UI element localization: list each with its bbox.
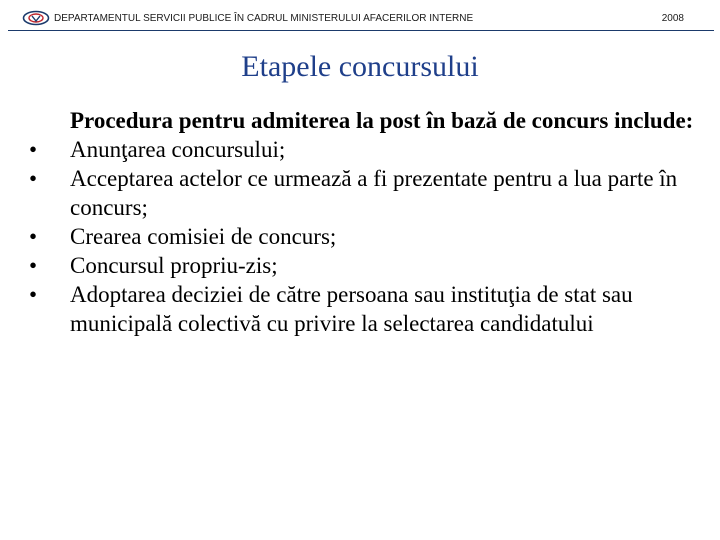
bullet-icon: • <box>29 224 38 249</box>
department-name: DEPARTAMENTUL SERVICII PUBLICE ÎN CADRUL MINISTERULUI AFACERILOR INTERNE <box>54 13 474 24</box>
bullet-item <box>24 164 704 222</box>
header-year: 2008 <box>661 13 684 24</box>
bullet-icon: • <box>29 137 38 162</box>
bullet-icon: • <box>29 253 38 278</box>
bullet-text: Acceptarea actelor ce urmează a fi prezentate pentru a lua parte în concurs; <box>70 166 678 220</box>
bullet-text: Crearea comisiei de concurs; <box>70 224 337 249</box>
bullet-text: Anunţarea concursului; <box>70 137 286 162</box>
bullet-item <box>24 280 704 338</box>
bullet-text: Concursul propriu-zis; <box>70 253 278 278</box>
ministry-emblem-icon <box>22 10 50 26</box>
slide-header <box>0 0 720 34</box>
bullet-item <box>24 135 704 164</box>
bullet-icon: • <box>29 282 38 307</box>
slide-body <box>24 106 704 338</box>
bullet-text: Adoptarea deciziei de către persoana sau instituţia de stat sau municipală colectivă cu privire la selectarea candidatului <box>70 282 633 336</box>
bullet-item <box>24 222 704 251</box>
header-divider <box>8 30 714 31</box>
bullet-list <box>24 135 704 338</box>
bullet-item <box>24 251 704 280</box>
slide-title: Etapele concursului <box>241 50 479 83</box>
intro-text: Procedura pentru admiterea la post în bază de concurs include: <box>70 108 694 133</box>
bullet-icon: • <box>29 166 38 191</box>
